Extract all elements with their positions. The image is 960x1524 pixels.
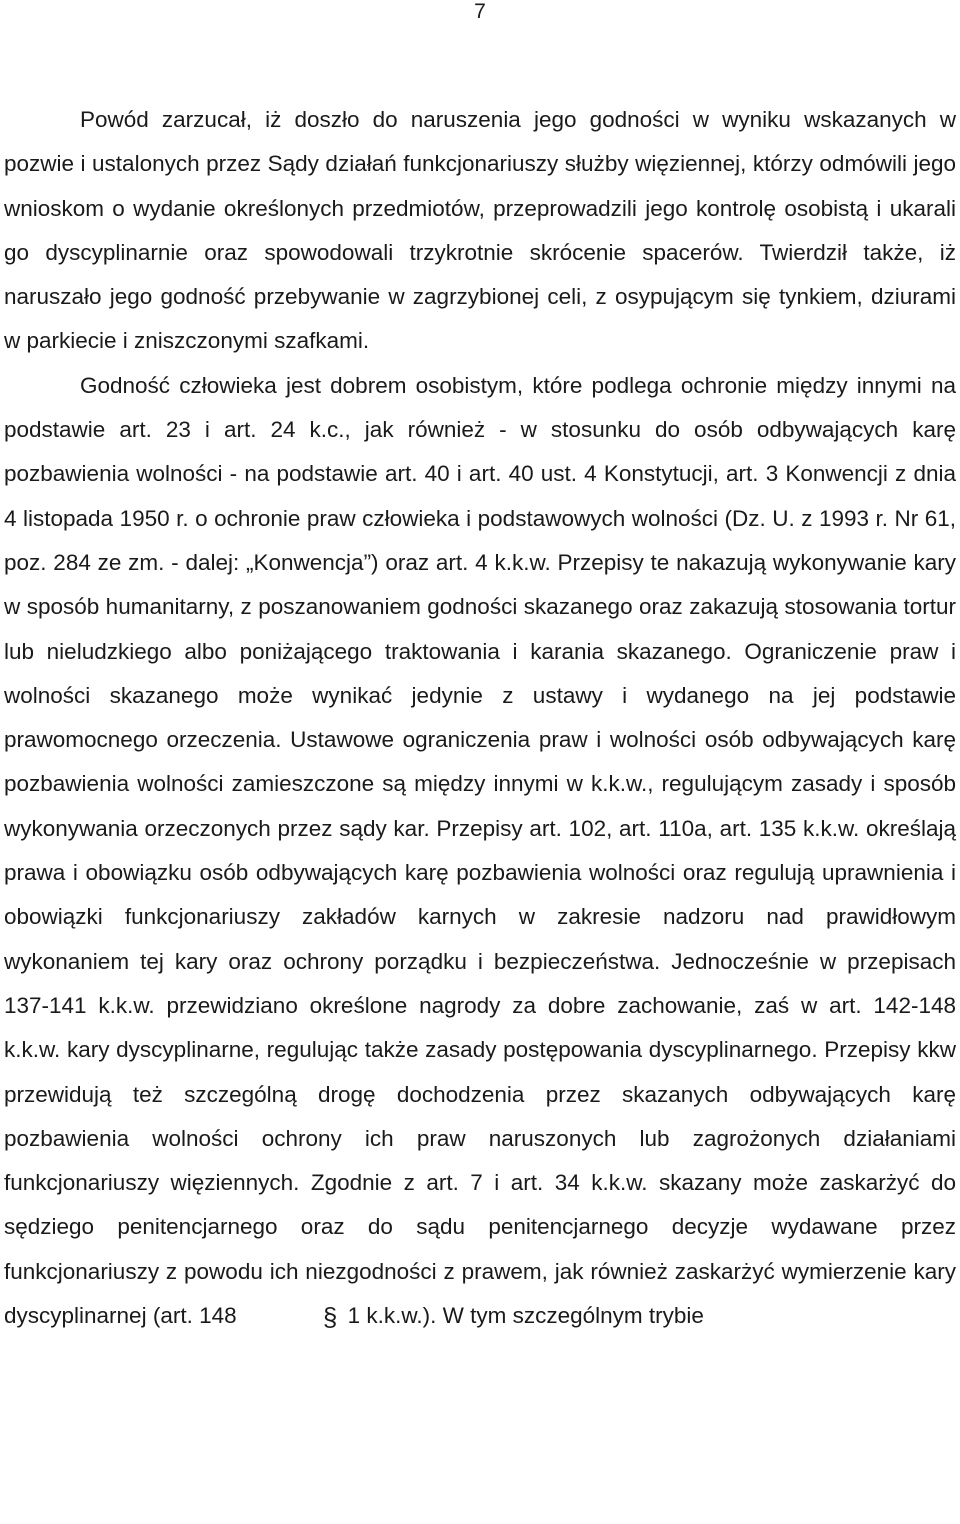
paragraph-plaintiff-claim: Powód zarzucał, iż doszło do naruszenia jego godności w wyniku wskazanych w pozwie i ustalonych przez Sądy działań funkcjonariuszy służby więziennej, którzy odmówili jego wnioskom o wydanie określonych przedmiotów, przeprowadzili jego kontrolę osobistą i ukarali go dyscyplinarnie oraz spowodowali trzykrotnie skrócenie spacerów. Twierdził także, iż naruszało jego godność przebywanie w zagrzybionej celi, z osypującym się tynkiem, dziurami w parkiecie i zniszczonymi szafkami.: [4, 107, 956, 354]
paragraph-legal-basis-text: Godność człowieka jest dobrem osobistym, które podlega ochronie między innymi na podstawie art. 23 i art. 24 k.c., jak również - w stosunku do osób odbywających karę pozbawienia wolności - na podstawie art. 40 i art. 40 ust. 4 Konstytucji, art. 3 Konwencji z dnia 4 listopada 1950 r. o ochronie praw człowieka i podstawowych wolności (Dz. U. z 1993 r. Nr 61, poz. 284 ze zm. - dalej: „Konwencja”) oraz art. 4 k.k.w. Przepisy te nakazują wykonywanie kary w sposób humanitarny, z poszanowaniem godności skazanego oraz zakazują stosowania tortur lub nieludzkiego albo poniżającego traktowania i karania skazanego. Ograniczenie praw i wolności skazanego może wynikać jedynie z ustawy i wydanego na jej podstawie prawomocnego orzeczenia. Ustawowe ograniczenia praw i wolności osób odbywających karę pozbawienia wolności zamieszczone są między innymi w k.k.w., regulującym zasady i sposób wykonywania orzeczonych przez sądy kar. Przepisy art. 102, art. 110a, art. 135 k.k.w. określają prawa i obowiązku osób odbywających karę pozbawienia wolności oraz regulują uprawnienia i obowiązki funkcjonariuszy zakładów karnych w zakresie nadzoru nad prawidłowym wykonaniem tej kary oraz ochrony porządku i bezpieczeństwa. Jednocześnie w przepisach 137-141 k.k.w. przewidziano określone nagrody za dobre zachowanie, zaś w art. 142-148 k.k.w. kary dyscyplinarne, regulując także zasady postępowania dyscyplinarnego. Przepisy kkw przewidują też szczególną drogę dochodzenia przez skazanych odbywających karę pozbawienia wolności ochrony ich praw naruszonych lub zagrożonych działaniami funkcjonariuszy więziennych. Zgodnie z art. 7 i art. 34 k.k.w. skazany może zaskarżyć do sędziego penitencjarnego oraz do sądu penitencjarnego decyzje wydawane przez funkcjonariuszy z powodu ich niezgodności z prawem, jak również zaskarżyć wymierzenie kary dyscyplinarnej (art. 148: [4, 372, 956, 1329]
section-sign-symbol: §: [322, 1302, 338, 1333]
paragraph-legal-basis: [4, 364, 956, 1339]
document-body: [4, 98, 956, 1338]
page-number: 7: [474, 0, 486, 23]
paragraph-legal-basis-continuation: 1 k.k.w.). W tym szczególnym trybie: [347, 1303, 704, 1329]
